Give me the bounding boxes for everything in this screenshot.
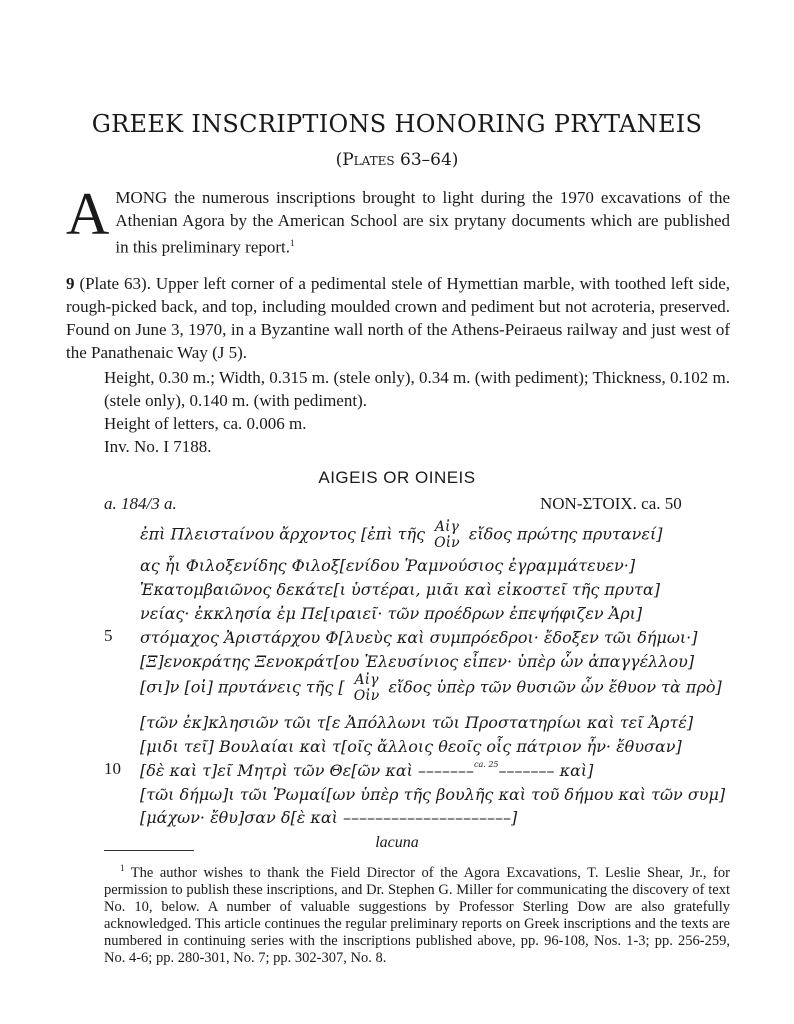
- inscription-line: [σι]ν [οἱ] πρυτάνεις τῆς [ Αἰγ Οἰν εἴδος ὑπὲρ τῶν θυσιῶν ὧν ἔθυον τὰ πρὸ]: [140, 672, 722, 704]
- dimensions-block: [104, 366, 730, 458]
- lacuna-note: lacuna: [375, 834, 419, 851]
- inscription-heading: AIGEIS OR OINEIS: [318, 468, 476, 487]
- line-number: 10: [104, 759, 121, 778]
- inscription-line: [μάχων· ἔθυ]σαν δ[ὲ καὶ –––––––––––––––––––––]: [140, 808, 518, 827]
- tribe-alternatives: Αἰγ Οἰν: [434, 519, 460, 551]
- item-text: (Plate 63). Upper left corner of a pedimental stele of Hymettian marble, with toothed left side, rough-picked back, and top, including moulded crown and pediment but not acroteria, preserved. Found on June 3, 1970, in a Byzantine wall north of the Athens-Peiraeus railway and just west of the Panathenaic Way (J 5).: [66, 274, 730, 362]
- footnote: [104, 860, 730, 967]
- footnote-marker: 1: [120, 863, 125, 873]
- intro-lead: MONG: [115, 188, 168, 207]
- intro-paragraph: [66, 181, 730, 259]
- page-title: GREEK INSCRIPTIONS HONORING PRYTANEIS: [91, 110, 703, 138]
- inscription-line: Ἑκατομβαιῶνος δεκάτε[ι ὑστέραι, μιᾶι καὶ εἰκοστεῖ τῆς πρυτα]: [140, 580, 660, 599]
- inscription-line: [τῶι δήμω]ι τῶι Ῥωμαί[ων ὑπὲρ τῆς βουλῆς καὶ τοῦ δήμου καὶ τῶν συμ]: [140, 785, 726, 804]
- footnote-text: The author wishes to thank the Field Director of the Agora Excavations, T. Leslie Shear, Jr., for permission to publish these inscriptions, and Dr. Stephen G. Miller for communicating the discovery of text No. 10, below. A number of valuable suggestions by Professor Sterling Dow are also gratefully acknowledged. This article continues the regular preliminary reports on Greek inscriptions and the texts are numbered in continuing series with the inscriptions published above, pp. 96-108, Nos. 1-3; pp. 256-259, No. 4-6; pp. 280-301, No. 7; pp. 302-307, No. 8.: [104, 864, 730, 966]
- inscription-line: ας ἧι Φιλοξενίδης Φιλοξ[ενίδου Ῥαμνούσιος ἐγραμμάτευεν·]: [140, 556, 636, 575]
- line-number: 5: [104, 626, 113, 645]
- drop-cap: A: [66, 181, 110, 247]
- letter-height: Height of letters, ca. 0.006 m.: [104, 414, 307, 433]
- inscription-line: [τῶν ἐκ]κλησιῶν τῶι τ[ε Ἀπόλλωνι τῶι Προστατηρίωι καὶ τεῖ Ἀρτέ]: [140, 713, 694, 732]
- plates-reference: (Plates 63–64): [335, 150, 459, 170]
- inscription-line: [δὲ καὶ τ]εῖ Μητρὶ τῶν Θε[ῶν καὶ –––––––$^{ca. 25}$––––––– καὶ]: [140, 760, 594, 780]
- inscription-date: a. 184/3 a.: [104, 494, 177, 513]
- inscription-line: νείας· ἐκκλησία ἐμ Πε[ιραιεῖ· τῶν προέδρων ἐπεψήφιζεν Ἀρι]: [140, 604, 643, 623]
- inscription-line: ἐπὶ Πλειστaίνου ἄρχοντος [ἐπὶ τῆς Αἰγ Οἰν εἴδος πρώτης πρυτανεί]: [140, 519, 663, 551]
- inscription-line: [Ξ]ενοκράτης Ξενοκράτ[ου Ἐλευσίνιος εἶπεν· ὑπὲρ ὧν ἀπαγγέλλου]: [140, 652, 695, 671]
- dimensions-size: Height, 0.30 m.; Width, 0.315 m. (stele only), 0.34 m. (with pediment); Thickness, 0.102 m. (stele only), 0.140 m. (with pediment).: [104, 368, 730, 410]
- item-9-description: [66, 272, 730, 364]
- intro-text: the numerous inscriptions brought to light during the 1970 excavations of the Athenian Agora by the American School are six prytany documents which are published in this preliminary report.: [115, 188, 730, 257]
- inscription-line: στόμαχος Ἀριστάρχου Φ[λυεὺς καὶ συμπρόεδροι· ἔδοξεν τῶι δήμωι·]: [140, 628, 698, 647]
- footnote-ref[interactable]: 1: [290, 238, 295, 248]
- stoichedon-note: NON-ΣΤΟΙΧ. ca. 50: [540, 494, 682, 513]
- footnote-rule: [104, 850, 194, 851]
- inscription-line: [μιδι τεῖ] Βουλαίαι καὶ τ[οῖς ἄλλοις θεοῖς οἷς πάτριον ἦν· ἔθυσαν]: [140, 737, 682, 756]
- item-number: 9: [66, 274, 75, 293]
- inventory-number: Inv. No. I 7188.: [104, 437, 212, 456]
- ca-note: ca. 25: [474, 760, 499, 769]
- tribe-alternatives: Αἰγ Οἰν: [353, 672, 380, 704]
